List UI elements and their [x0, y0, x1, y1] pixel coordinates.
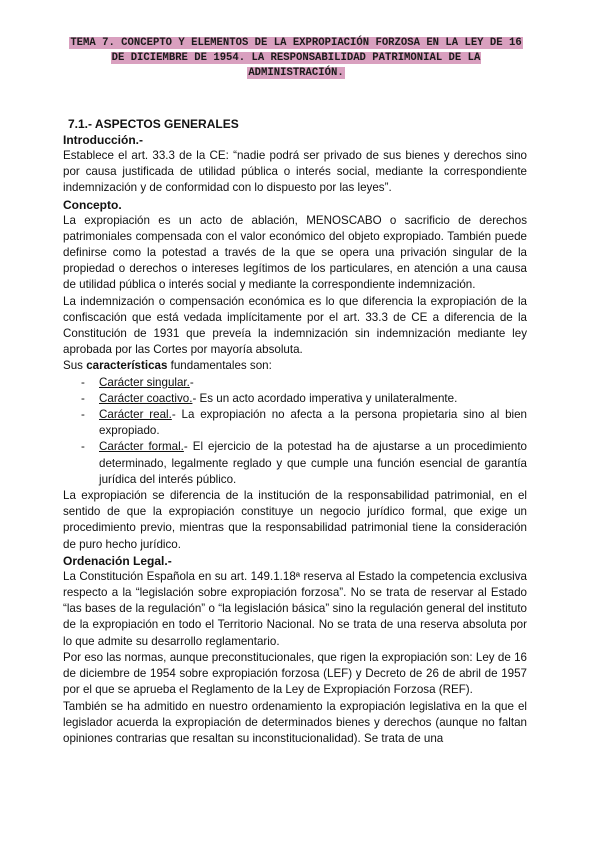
caract-prefix: Sus — [63, 359, 87, 373]
list-text: - La expropiación no afecta a la persona propietaria sino al bien expropiado. — [99, 408, 528, 438]
list-dash: - — [81, 391, 85, 405]
list-item — [63, 439, 527, 488]
paragraph-ordenacion-3: También se ha admitido en nuestro ordenamiento la expropiación legislativa en la que el legislador acuerda la expropiación de determinados bienes y derechos (aunque no faltan opiniones contrarias que resaltan su inconstitucionalidad). Se trata de una — [63, 699, 527, 745]
paragraph-introduccion: Establece el art. 33.3 de la CE: “nadie podrá ser privado de sus bienes y derechos sino por causa justificada de utilidad pública o interés social, mediante la correspondiente indemnización y de conformidad con lo dispuesto por las leyes”. — [63, 149, 527, 195]
document-body — [63, 116, 527, 747]
list-text: - — [189, 375, 194, 389]
list-term: Carácter real. — [99, 408, 172, 422]
list-item — [63, 391, 527, 407]
list-term: Carácter singular. — [99, 375, 190, 389]
list-term: Carácter coactivo. — [99, 391, 193, 405]
paragraph-ordenacion-1: La Constitución Española en su art. 149.1.18ª reserva al Estado la competencia exclusiva respecto a la “legislación sobre expropiación forzosa”. No se trata de reservar al Estado “las bases de la regulación” o “la legislación básica” sino la regulación general del instituto de la expropiación en todo el Territorio Nacional. No se trata de una reserva absoluta por lo que admite su desarrollo reglamentario. — [63, 569, 527, 648]
list-item — [63, 375, 527, 391]
caract-suffix: fundamentales son: — [167, 359, 272, 373]
list-term: Carácter formal. — [99, 440, 184, 454]
list-dash: - — [81, 375, 85, 389]
list-dash: - — [81, 440, 85, 454]
list-item — [63, 407, 527, 439]
heading-concepto: Concepto. — [63, 197, 122, 212]
title-highlight: TEMA 7. CONCEPTO Y ELEMENTOS DE LA EXPROPIACIÓN FORZOSA EN LA LEY DE 16 DE DICIEMBRE DE 1954. LA RESPONSABILIDAD PATRIMONIAL DE LA ADMINISTRACIÓN. — [70, 37, 522, 79]
list-text: - El ejercicio de la potestad ha de ajustarse a un procedimiento determinado, legalmente reglado y que cumple una función esencial de garantía jurídica del interés público. — [99, 440, 527, 486]
section-title: 7.1.- ASPECTOS GENERALES — [68, 117, 239, 131]
paragraph-concepto-2: La indemnización o compensación económica es lo que diferencia la expropiación de la confiscación que está vedada implícitamente por el art. 33.3 de CE a diferencia de la Constitución de 1931 que preveía la indemnización sin indemnización mediante ley aprobada por las Cortes por mayoría absoluta. — [63, 294, 527, 357]
paragraph-concepto-3: La expropiación se diferencia de la institución de la responsabilidad patrimonial, en el sentido de que la expropiación constituye un negocio jurídico formal, que exige un procedimiento previo, mientras que la responsabilidad patrimonial tiene la consideración de puro hecho jurídico. — [63, 489, 527, 551]
heading-introduccion: Introducción.- — [63, 133, 143, 147]
list-dash: - — [81, 408, 85, 422]
caract-bold: características — [86, 359, 168, 373]
list-text: - Es un acto acordado imperativa y unilateralmente. — [192, 391, 458, 405]
heading-ordenacion: Ordenación Legal.- — [63, 553, 172, 568]
paragraph-caracteristicas-intro — [63, 358, 527, 374]
paragraph-ordenacion-2: Por eso las normas, aunque preconstitucionales, que rigen la expropiación son: Ley de 16 de diciembre de 1954 sobre expropiación forzosa (LEF) y Decreto de 26 de abril de 1957 por el que se aprueba el Reglamento de la Ley de Expropiación Forzosa (REF). — [63, 650, 527, 697]
caracteristicas-list — [63, 375, 527, 488]
paragraph-concepto-1: La expropiación es un acto de ablación, MENOSCABO o sacrificio de derechos patrimoniales compensada con el valor económico del objeto expropiado. También puede definirse como la potestad a través de la que se opera una privación singular de la propiedad o derechos o intereses legítimos de los particulares, en atención a una causa de utilidad pública o interés social y mediante la correspondiente indemnización. — [63, 213, 527, 292]
document-title — [68, 36, 524, 81]
